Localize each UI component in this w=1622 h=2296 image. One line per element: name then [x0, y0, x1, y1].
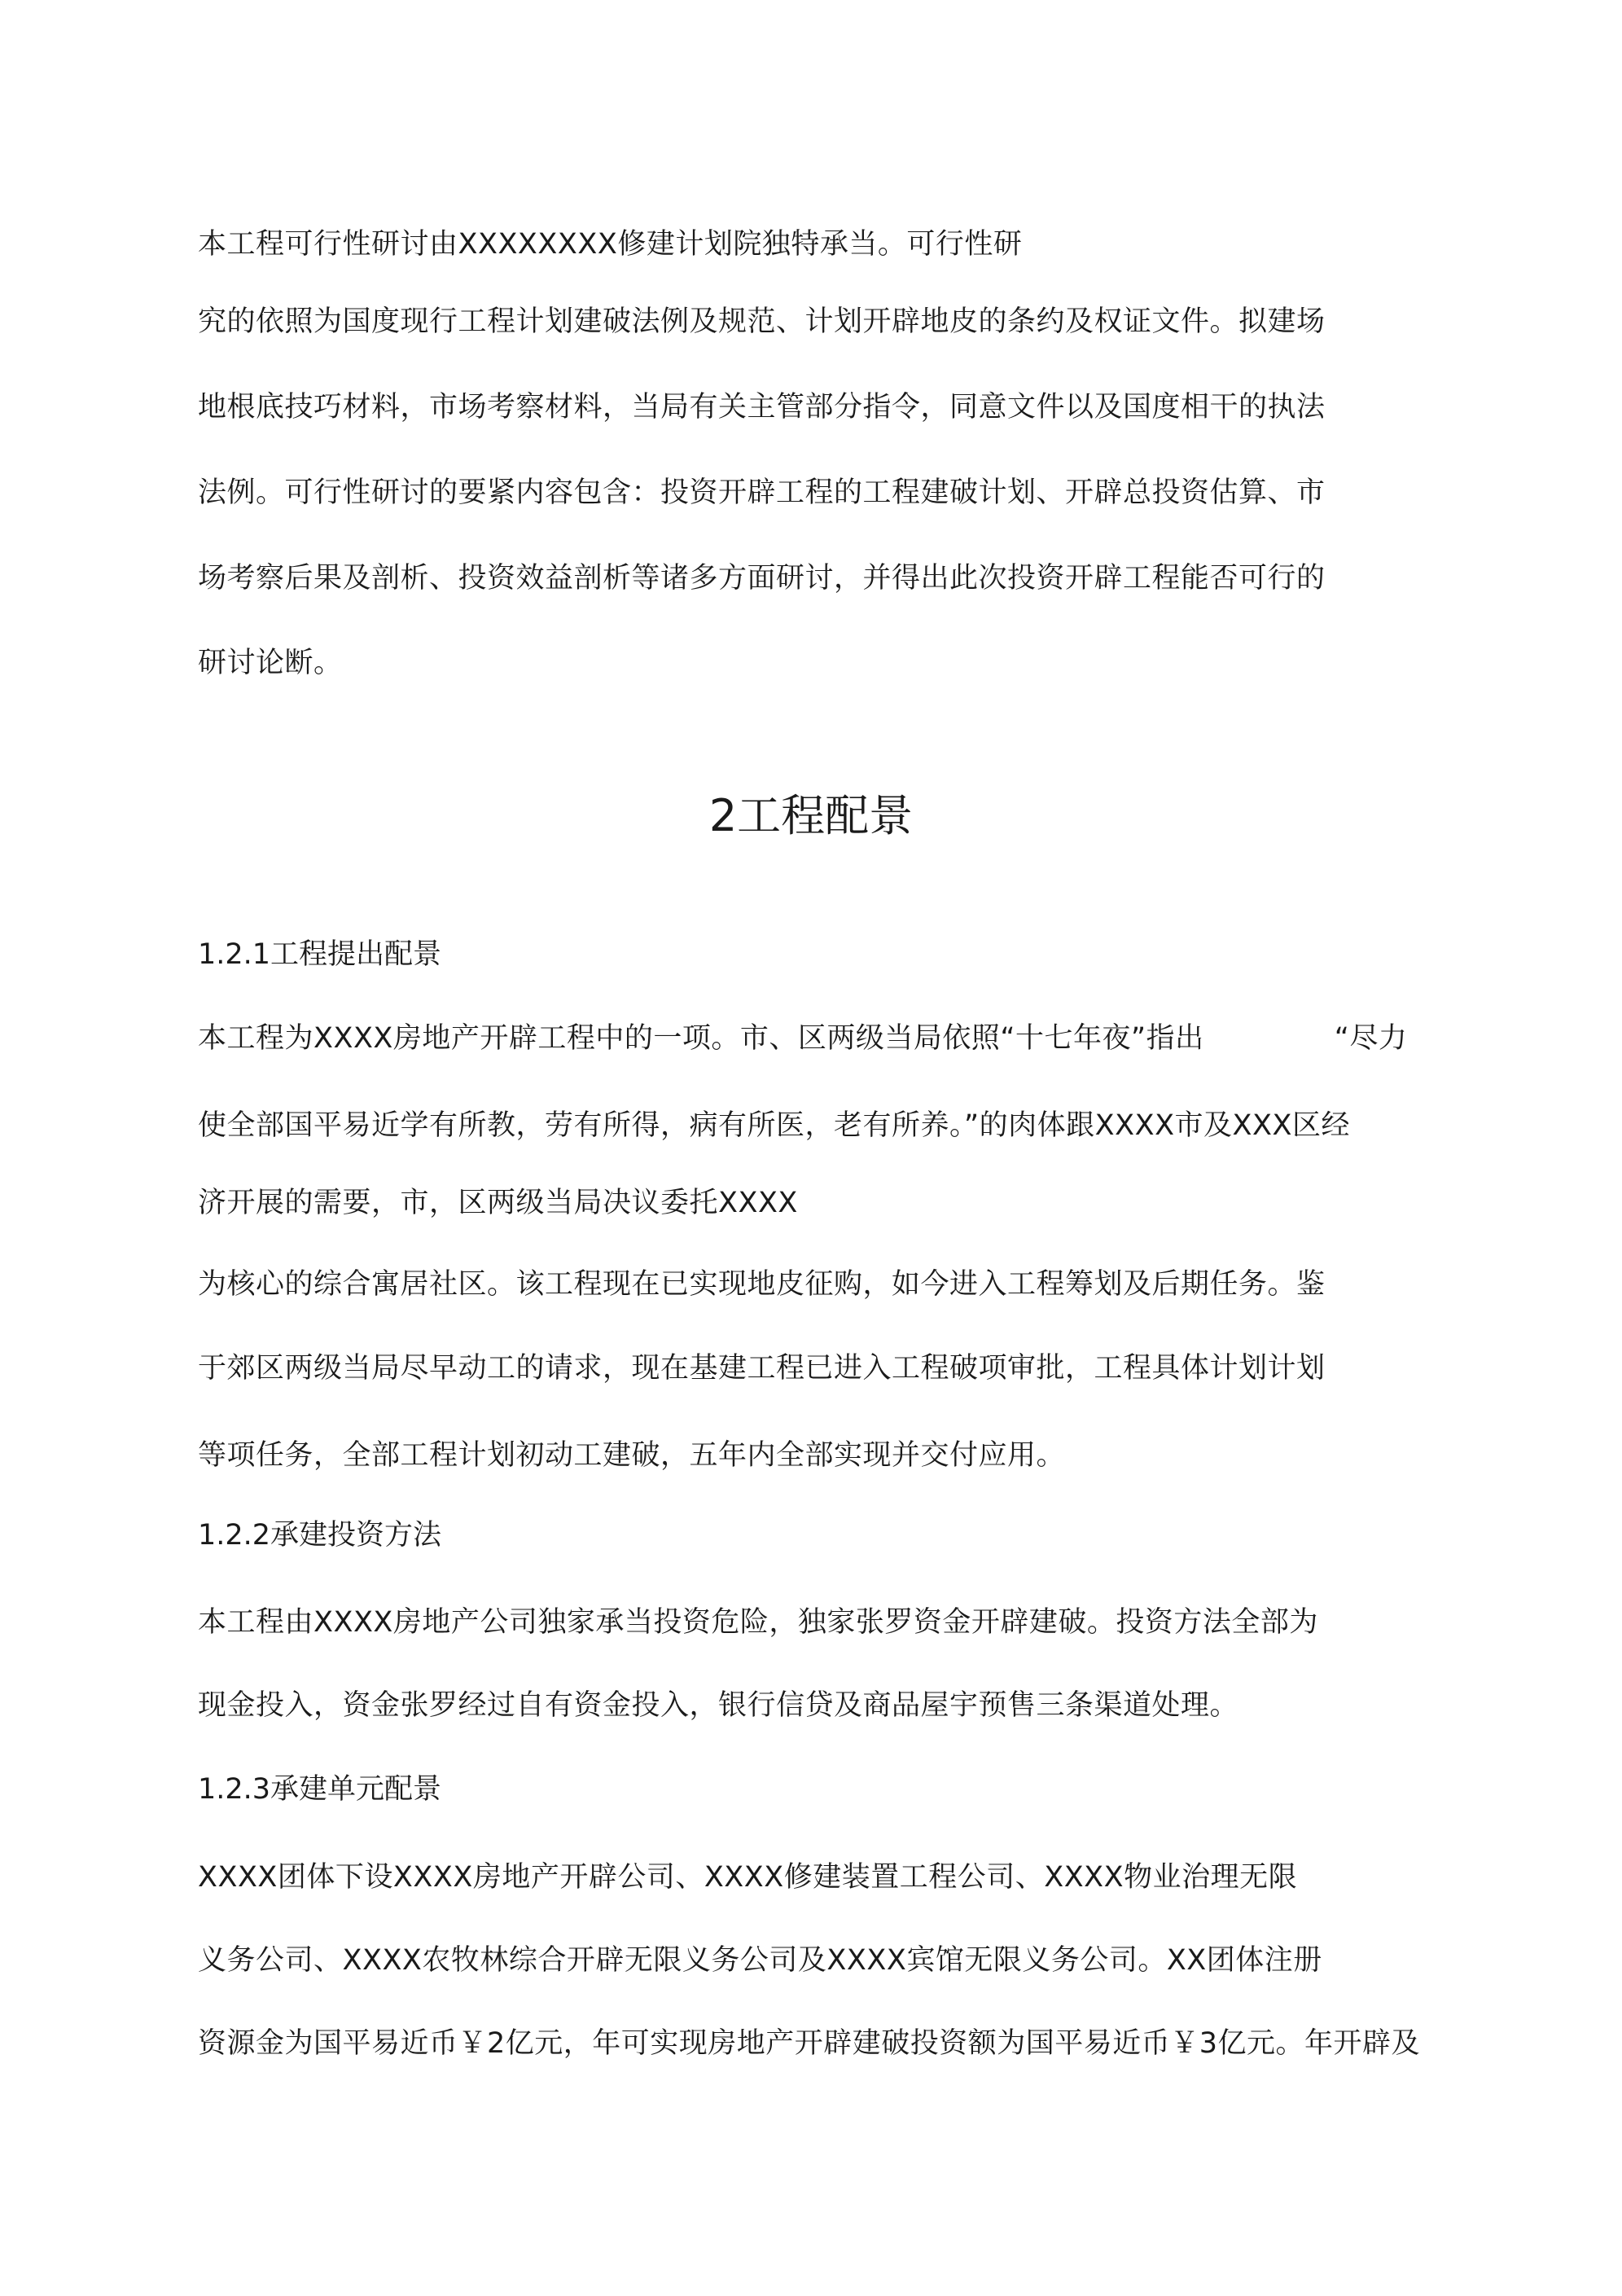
s121-line-4: 为核心的综合寓居社区。该工程现在已实现地皮征购，如今进入工程筹划及后期任务。鉴 — [198, 1268, 1326, 1301]
s123-line-2: 义务公司、XXXX农牧林综合开辟无限义务公司及XXXX宾馆无限义务公司。XX团体注册 — [198, 1944, 1322, 1977]
intro-line-4: 法例。可行性研讨的要紧内容包含：投资开辟工程的工程建破计划、开辟总投资估算、市 — [198, 476, 1326, 509]
subheading-1-2-2: 1.2.2承建投资方法 — [198, 1519, 442, 1552]
s121-line-5: 于郊区两级当局尽早动工的请求，现在基建工程已进入工程破项审批，工程具体计划计划 — [198, 1352, 1326, 1385]
intro-line-2: 究的依照为国度现行工程计划建破法例及规范、计划开辟地皮的条约及权证文件。拟建场 — [198, 305, 1326, 338]
section-title: 2工程配景 — [708, 790, 914, 841]
s121-line-2: 使全部国平易近学有所教，劳有所得，病有所医，老有所养。”的肉体跟XXXX市及XXX区经 — [198, 1109, 1350, 1142]
s123-line-3: 资源金为国平易近币￥2亿元，年可实现房地产开辟建破投资额为国平易近币￥3亿元。年开辟及 — [198, 2027, 1421, 2060]
intro-line-3: 地根底技巧材料，市场考察材料，当局有关主管部分指令，同意文件以及国度相干的执法 — [198, 391, 1326, 424]
s121-line-1-part-b: “尽力 — [1334, 1022, 1408, 1055]
intro-line-6: 研讨论断。 — [198, 647, 343, 679]
intro-line-1: 本工程可行性研讨由XXXXXXXX修建计划院独特承当。可行性研 — [198, 228, 1023, 261]
s121-line-1 — [198, 1021, 1407, 1056]
s121-line-6: 等项任务，全部工程计划初动工建破，五年内全部实现并交付应用。 — [198, 1439, 1066, 1472]
s123-line-1: XXXX团体下设XXXX房地产开辟公司、XXXX修建装置工程公司、XXXX物业治理无限 — [198, 1861, 1298, 1894]
s122-line-2: 现金投入，资金张罗经过自有资金投入，银行信贷及商品屋宇预售三条渠道处理。 — [198, 1689, 1239, 1722]
s121-line-1-part-a: 本工程为XXXX房地产开辟工程中的一项。市、区两级当局依照“十七年夜”指出 — [198, 1022, 1204, 1055]
s121-line-3: 济开展的需要，市，区两级当局决议委托XXXX — [198, 1187, 798, 1219]
subheading-1-2-3: 1.2.3承建单元配景 — [198, 1773, 442, 1806]
s122-line-1: 本工程由XXXX房地产公司独家承当投资危险，独家张罗资金开辟建破。投资方法全部为 — [198, 1606, 1318, 1639]
subheading-1-2-1: 1.2.1工程提出配景 — [198, 938, 442, 971]
intro-line-5: 场考察后果及剖析、投资效益剖析等诸多方面研讨，并得出此次投资开辟工程能否可行的 — [198, 562, 1326, 595]
